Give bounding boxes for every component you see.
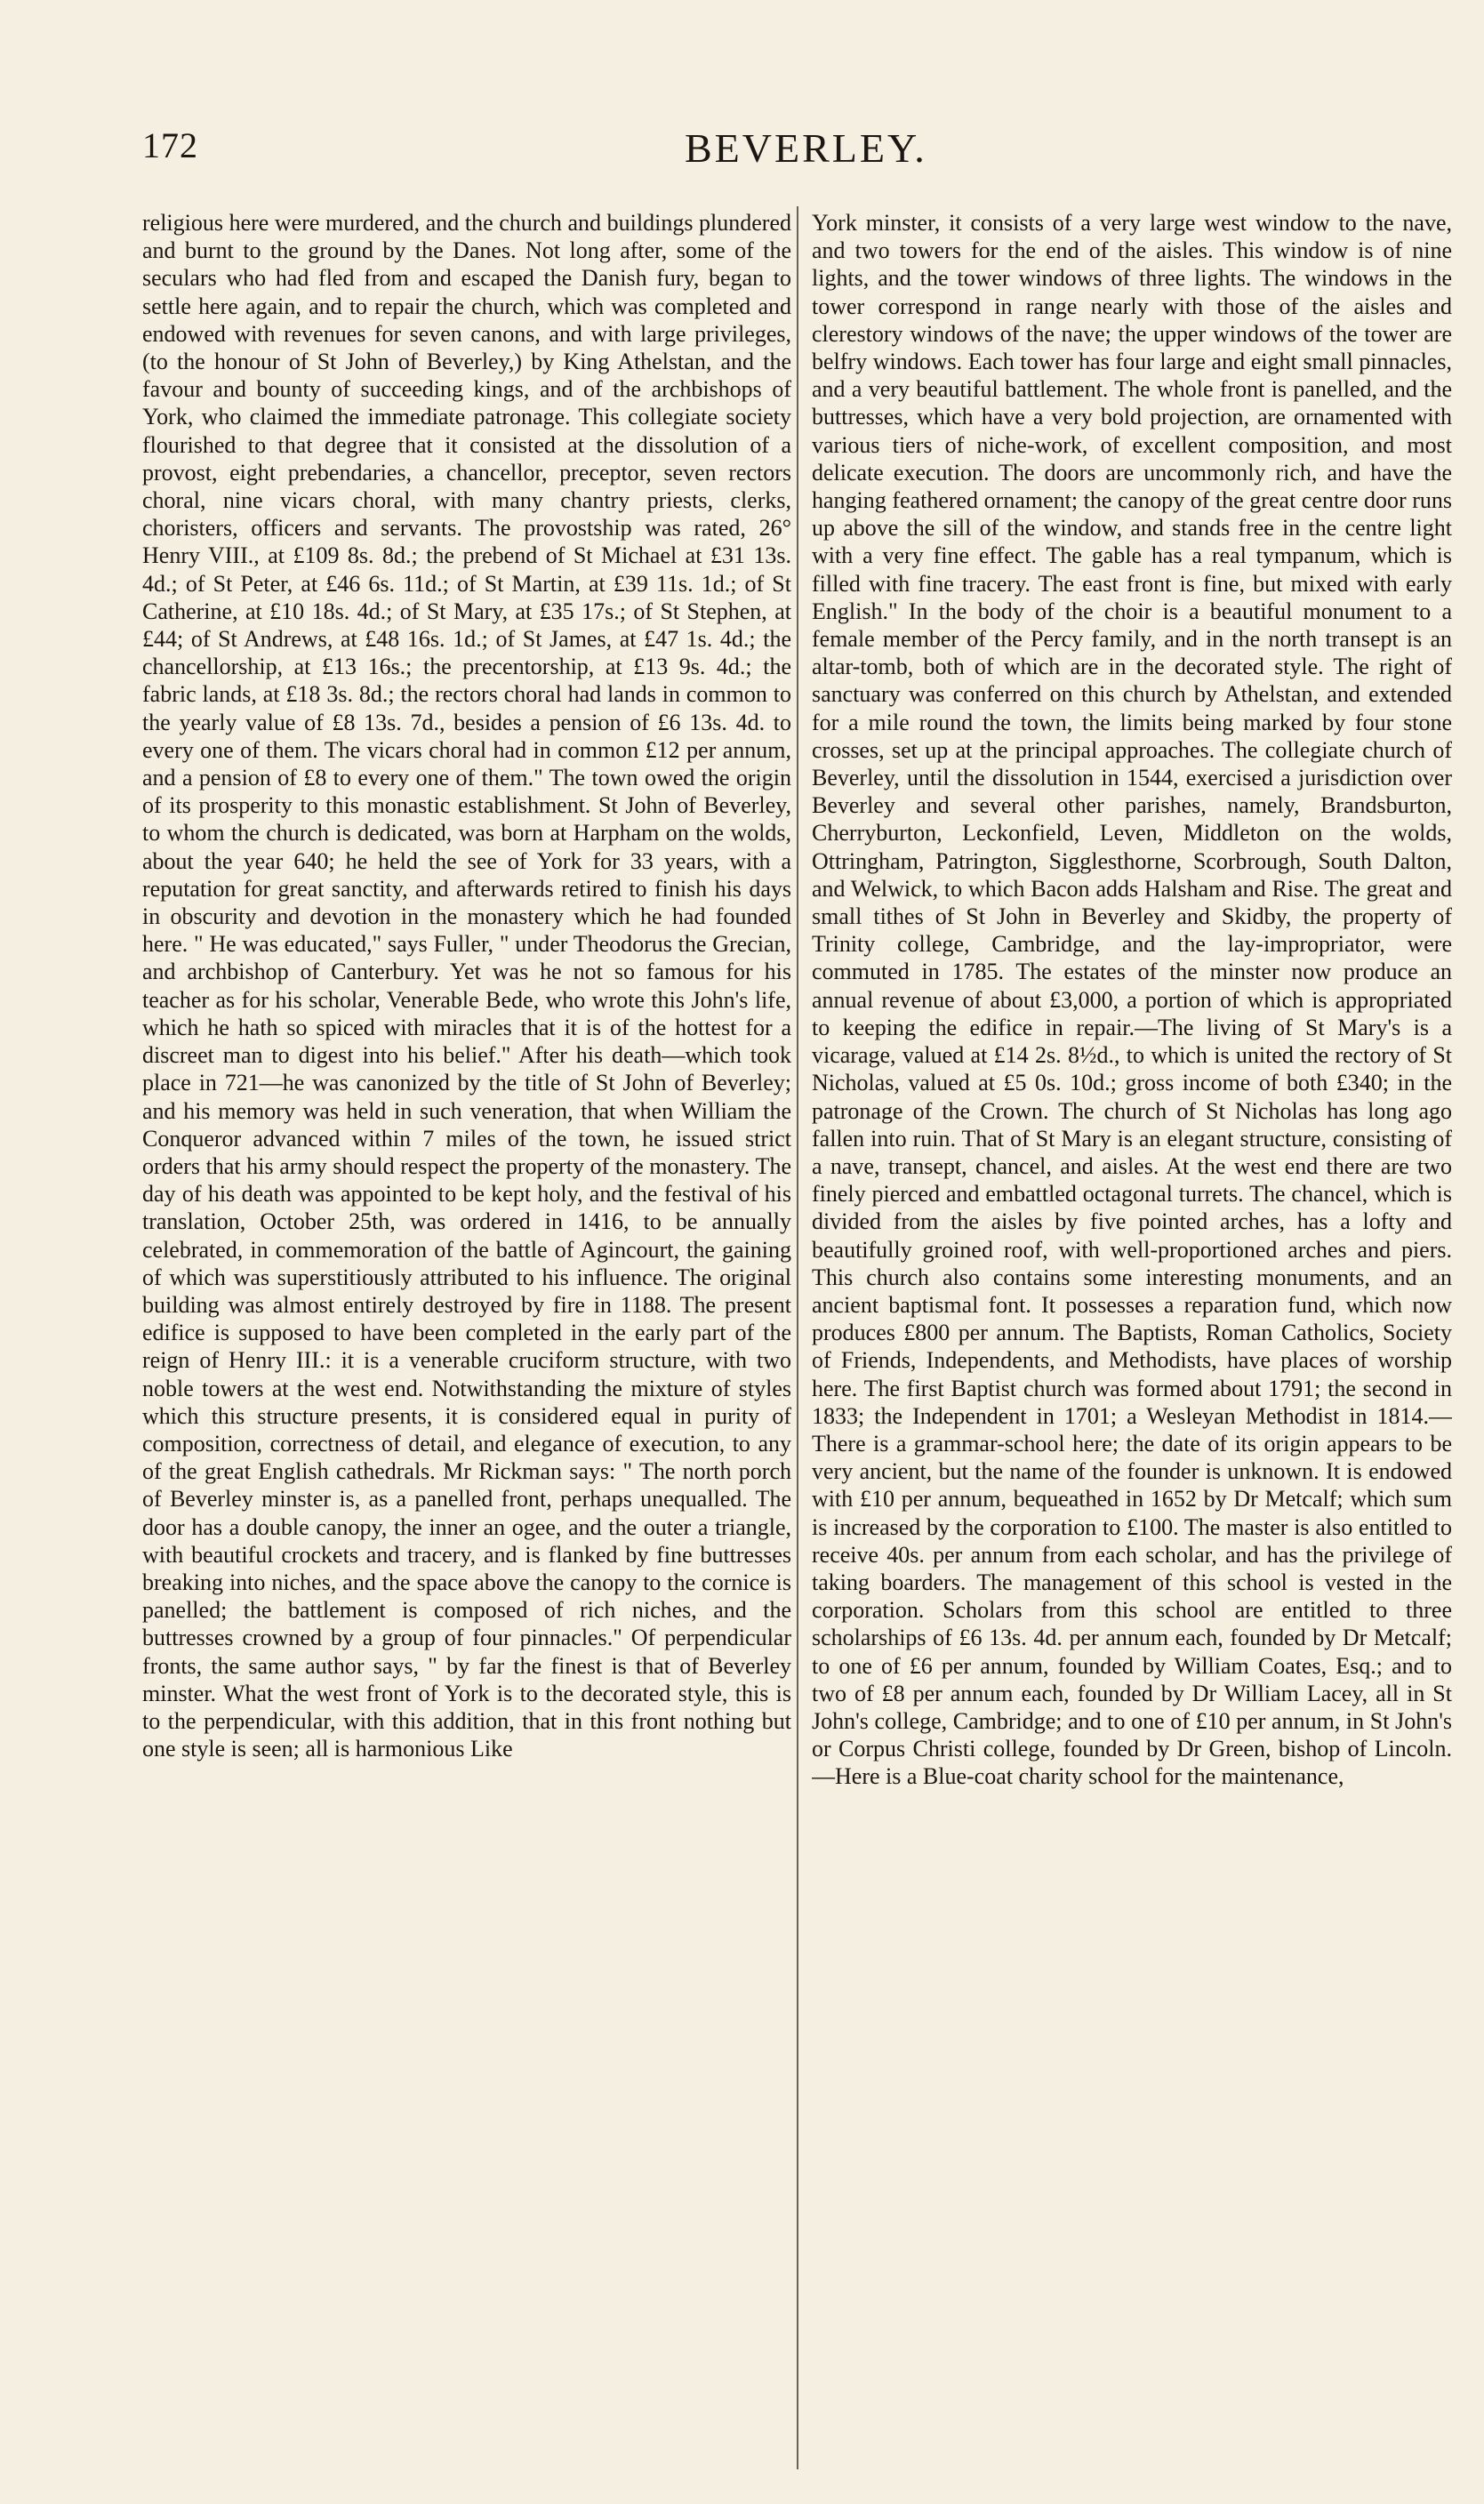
- left-column-text: religious here were murdered, and the church and buildings plundered and burnt to the ground by the Danes. Not long after, some of the seculars who had fled from and escaped the Danish fury, began to settle here again, and to repair the church, which was completed and endowed with revenues for seven canons, and with large privileges, (to the honour of St John of Beverley,) by King Athelstan, and the favour and bounty of succeeding kings, and of the archbishops of York, who claimed the immediate patronage. This collegiate society flourished to that degree that it consisted at the dissolution of a provost, eight prebendaries, a chancellor, preceptor, seven rectors choral, nine vicars choral, with many chantry priests, clerks, choristers, officers and servants. The provostship was rated, 26° Henry VIII., at £109 8s. 8d.; the prebend of St Michael at £31 13s. 4d.; of St Peter, at £46 6s. 11d.; of St Martin, at £39 11s. 1d.; of St Catherine, at £10 18s. 4d.; of St Mary, at £35 17s.; of St Stephen, at £44; of St Andrews, at £48 16s. 1d.; of St James, at £47 1s. 4d.; the chancellorship, at £13 16s.; the precentorship, at £13 9s. 4d.; the fabric lands, at £18 3s. 8d.; the rectors choral had lands in common to the yearly value of £8 13s. 7d., besides a pension of £6 13s. 4d. to every one of them. The vicars choral had in common £12 per annum, and a pension of £8 to every one of them." The town owed the origin of its prosperity to this monastic establishment. St John of Beverley, to whom the church is dedicated, was born at Harpham on the wolds, about the year 640; he held the see of York for 33 years, with a reputation for great sanctity, and afterwards retired to finish his days in obscurity and devotion in the monastery which he had founded here. " He was educated," says Fuller, " under Theodorus the Grecian, and archbishop of Canterbury. Yet was he not so famous for his teacher as for his scholar, Venerable Bede, who wrote this John's life, which he hath so spiced with miracles that it is of the hottest for a discreet man to digest into his belief." After his death—which took place in 721—he was canonized by the title of St John of Beverley; and his memory was held in such veneration, that when William the Conqueror advanced within 7 miles of the town, he issued strict orders that his army should respect the property of the monastery. The day of his death was appointed to be kept holy, and the festival of his translation, October 25th, was ordered in 1416, to be annually celebrated, in commemoration of the battle of Agincourt, the gaining of which was superstitiously attributed to his influence. The original building was almost entirely destroyed by fire in 1188. The present edifice is supposed to have been completed in the early part of the reign of Henry III.: it is a venerable cruciform structure, with two noble towers at the west end. Notwithstanding the mixture of styles which this structure presents, it is considered equal in purity of composition, correctness of detail, and elegance of execution, to any of the great English cathedrals. Mr Rickman says: " The north porch of Beverley minster is, as a panelled front, perhaps unequalled. The door has a double canopy, the inner an ogee, and the outer a triangle, with beautiful crockets and tracery, and is flanked by fine buttresses breaking into niches, and the space above the canopy to the cornice is panelled; the battlement is composed of rich niches, and the buttresses crowned by a group of four pinnacles." Of perpendicular fronts, the same author says, " by far the finest is that of Beverley minster. What the west front of York is to the decorated style, this is to the perpendicular, with this addition, that in this front nothing but one style is seen; all is harmonious Like: [142, 210, 791, 1762]
- left-column: [142, 209, 791, 2472]
- page-number: 172: [142, 125, 198, 165]
- right-column-text: York minster, it consists of a very large west window to the nave, and two towers for the end of the aisles. This window is of nine lights, and the tower windows of three lights. The windows in the tower correspond in range nearly with those of the aisles and clerestory windows of the nave; the upper windows of the tower are belfry windows. Each tower has four large and eight small pinnacles, and a very beautiful battlement. The whole front is panelled, and the buttresses, which have a very bold projection, are ornamented with various tiers of niche-work, of excellent composition, and most delicate execution. The doors are uncommonly rich, and have the hanging feathered ornament; the canopy of the great centre door runs up above the sill of the window, and stands free in the centre light with a very fine effect. The gable has a real tympanum, which is filled with fine tracery. The east front is fine, but mixed with early English." In the body of the choir is a beautiful monument to a female member of the Percy family, and in the north transept is an altar-tomb, both of which are in the decorated style. The right of sanctuary was conferred on this church by Athelstan, and extended for a mile round the town, the limits being marked by four stone crosses, set up at the principal approaches. The collegiate church of Beverley, until the dissolution in 1544, exercised a jurisdiction over Beverley and several other parishes, namely, Brandsburton, Cherryburton, Leckonfield, Leven, Middleton on the wolds, Ottringham, Patrington, Sigglesthorne, Scorbrough, South Dalton, and Welwick, to which Bacon adds Halsham and Rise. The great and small tithes of St John in Beverley and Skidby, the property of Trinity college, Cambridge, and the lay-impropriator, were commuted in 1785. The estates of the minster now produce an annual revenue of about £3,000, a portion of which is appropriated to keeping the edifice in repair.—The living of St Mary's is a vicarage, valued at £14 2s. 8½d., to which is united the rectory of St Nicholas, valued at £5 0s. 10d.; gross income of both £340; in the patronage of the Crown. The church of St Nicholas has long ago fallen into ruin. That of St Mary is an elegant structure, consisting of a nave, transept, chancel, and aisles. At the west end there are two finely pierced and embattled octagonal turrets. The chancel, which is divided from the aisles by five pointed arches, has a lofty and beautifully groined roof, with well-proportioned arches and piers. This church also contains some interesting monuments, and an ancient baptismal font. It possesses a reparation fund, which now produces £800 per annum. The Baptists, Roman Catholics, Society of Friends, Independents, and Methodists, have places of worship here. The first Baptist church was formed about 1791; the second in 1833; the Independent in 1701; a Wesleyan Methodist in 1814.—There is a grammar-school here; the date of its origin appears to be very ancient, but the name of the founder is unknown. It is endowed with £10 per annum, bequeathed in 1652 by Dr Metcalf; which sum is increased by the corporation to £100. The master is also entitled to receive 40s. per annum from each scholar, and has the privilege of taking boarders. The management of this school is vested in the corporation. Scholars from this school are entitled to three scholarships of £6 13s. 4d. per annum each, founded by Dr Metcalf; to one of £6 per annum, founded by William Coates, Esq.; and to two of £8 per annum each, founded by Dr William Lacey, all in St John's college, Cambridge; and to one of £10 per annum, in St John's or Corpus Christi college, founded by Dr Green, bishop of Lincoln.—Here is a Blue-coat charity school for the maintenance,: [812, 210, 1452, 1790]
- page-header: [142, 124, 1458, 178]
- right-column: [812, 209, 1452, 2472]
- column-divider: [797, 206, 798, 2469]
- running-title: BEVERLEY.: [685, 125, 927, 171]
